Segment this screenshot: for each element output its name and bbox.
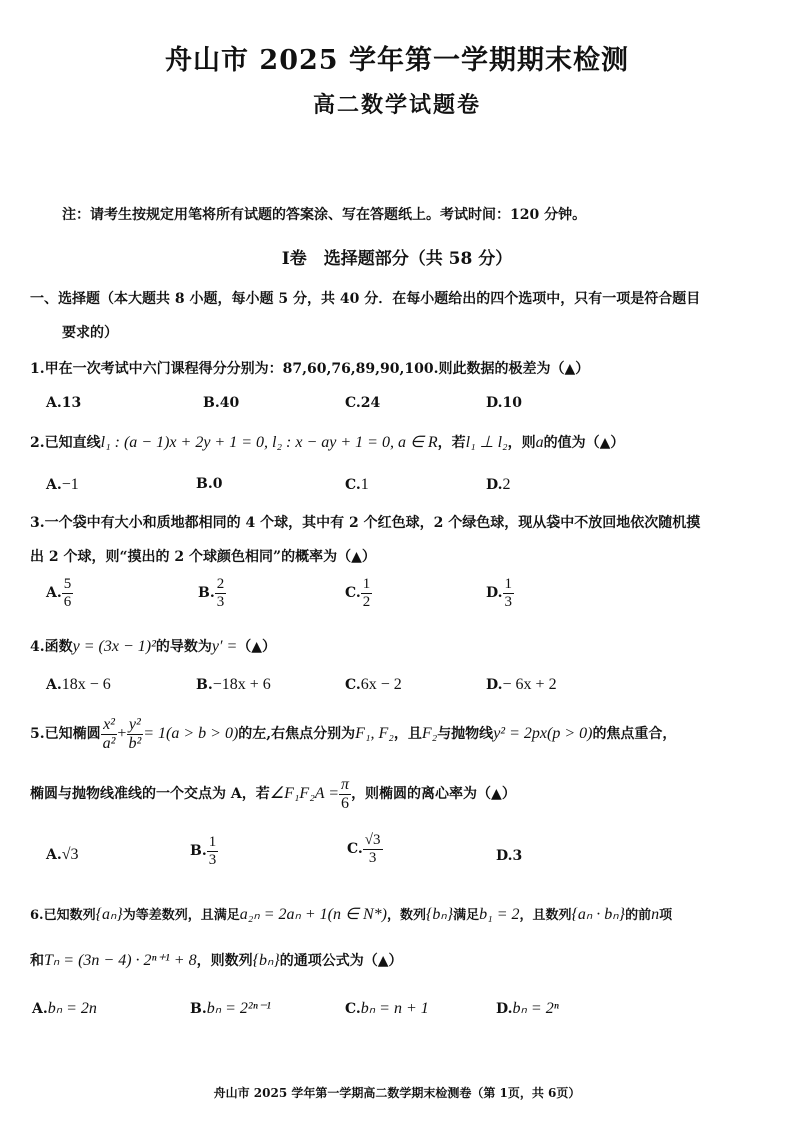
question-1-stem: 1.甲在一次考试中六门课程得分分别为：87,60,76,89,90,100.则此数据的极差为（▲） bbox=[30, 361, 590, 377]
q5-option-b: B. $\frac{1}{3}$ bbox=[190, 834, 217, 868]
q6-option-a: A.bₙ = 2n bbox=[32, 1000, 97, 1017]
q4-derivative: y′ = bbox=[211, 638, 238, 655]
section-heading: Ⅰ卷 选择题部分（共 58 分） bbox=[281, 249, 513, 269]
q2-suffix: 的值为（▲） bbox=[543, 435, 625, 451]
q4-function: y = (3x − 1)² bbox=[72, 638, 156, 655]
q5-option-c: C. $\frac{√3}{3}$ bbox=[347, 832, 381, 866]
q5-frac-x: $\frac{\text{x²}}{\text{a²}}$ bbox=[102, 716, 116, 752]
q5-option-a: A.√3 bbox=[46, 846, 79, 863]
q2-option-d: D.2 bbox=[486, 476, 511, 493]
q1-option-b: B.40 bbox=[203, 395, 240, 411]
q2-formula: l₁ : (a − 1)x + 2y + 1 = 0, l₂ : x − ay + 1 = 0, a ∈ R bbox=[100, 434, 438, 451]
exam-note: 注：请考生按规定用笔将所有试题的答案涂、写在答题纸上。考试时间：120 分钟。 bbox=[62, 207, 587, 223]
q2-mid2: ，则 bbox=[507, 435, 536, 451]
q2-mid: ，若 bbox=[437, 435, 466, 451]
q4-option-d: D.− 6x + 2 bbox=[486, 676, 557, 693]
q3-option-d: D. $\frac{1}{3}$ bbox=[486, 576, 513, 610]
q1-option-c: C.24 bbox=[345, 395, 381, 411]
q2-prefix: 2.已知直线 bbox=[30, 435, 101, 451]
q6-option-c: C.bₙ = n + 1 bbox=[345, 1000, 429, 1017]
page-footer: 舟山市 2025 学年第一学期高二数学期末检测卷（第 1页，共 6页） bbox=[213, 1086, 581, 1100]
part1-instruction-line2: 要求的） bbox=[62, 325, 118, 341]
question-2-stem bbox=[30, 432, 624, 452]
question-3-stem-line1: 3.一个袋中有大小和质地都相同的 4 个球，其中有 2 个红色球，2 个绿色球，现从袋中不放回地依次随机摸 bbox=[30, 515, 701, 531]
q1-option-d: D.10 bbox=[486, 395, 522, 411]
q2-condition: l₁ ⊥ l₂ bbox=[465, 434, 508, 451]
q2-option-b: B.0 bbox=[196, 476, 223, 492]
q4-option-b: B.−18x + 6 bbox=[196, 676, 271, 693]
question-6-stem-line1: 6.已知数列{aₙ}为等差数列，且满足a₂ₙ = 2aₙ + 1(n ∈ N*)，数列{bₙ}满足b₁ = 2，且数列{aₙ · bₙ}的前n项 bbox=[30, 906, 673, 923]
q6-option-b: B.bₙ = 2²ⁿ⁻¹ bbox=[190, 1000, 271, 1017]
exam-subtitle: 高二数学试题卷 bbox=[312, 92, 481, 118]
question-5-stem-line1: 5.已知椭圆 $\frac{\text{x²}}{\text{a²}}$ + $\frac{\text{y²}}{\text{b²}}$ = 1(a > b > 0)的左,右焦点分别为F₁, F₂，且F₂与抛物线y² = 2px(p > 0)的焦点重合， bbox=[30, 716, 677, 752]
q5-frac-pi: $\frac{\pi}{6}$ bbox=[341, 776, 350, 812]
q3-option-c: C. $\frac{1}{2}$ bbox=[345, 576, 371, 610]
question-4-stem: 4.函数y = (3x − 1)²的导数为y′ =（▲） bbox=[30, 638, 277, 655]
q5-option-d: D.3 bbox=[496, 848, 523, 864]
question-3-stem-line2: 出 2 个球，则“摸出的 2 个球颜色相同”的概率为（▲） bbox=[30, 549, 376, 565]
q2-option-a: A.−1 bbox=[46, 476, 79, 493]
question-5-stem-line2: 椭圆与抛物线准线的一个交点为 A，若∠F₁F₂A = $\frac{\pi}{6}$ ，则椭圆的离心率为（▲） bbox=[30, 776, 516, 812]
q2-option-c: C.1 bbox=[345, 476, 369, 493]
q4-option-c: C.6x − 2 bbox=[345, 676, 402, 693]
q3-option-a: A. $\frac{5}{6}$ bbox=[46, 576, 72, 610]
q6-option-d: D.bₙ = 2ⁿ bbox=[496, 1000, 559, 1017]
q2-var: a bbox=[535, 434, 544, 451]
part1-instruction-line1: 一、选择题（本大题共 8 小题，每小题 5 分，共 40 分．在每小题给出的四个选项中，只有一项是符合题目 bbox=[30, 291, 701, 307]
q4-option-a: A.18x − 6 bbox=[46, 676, 111, 693]
question-6-stem-line2: 和Tₙ = (3n − 4) · 2ⁿ⁺¹ + 8，则数列{bₙ}的通项公式为（▲） bbox=[30, 952, 403, 969]
q1-option-a: A.13 bbox=[46, 395, 82, 411]
q3-option-b: B. $\frac{2}{3}$ bbox=[198, 576, 225, 610]
q5-frac-y: $\frac{\text{y²}}{\text{b²}}$ bbox=[128, 716, 142, 752]
exam-title: 舟山市 2025 学年第一学期期末检测 bbox=[165, 45, 629, 76]
